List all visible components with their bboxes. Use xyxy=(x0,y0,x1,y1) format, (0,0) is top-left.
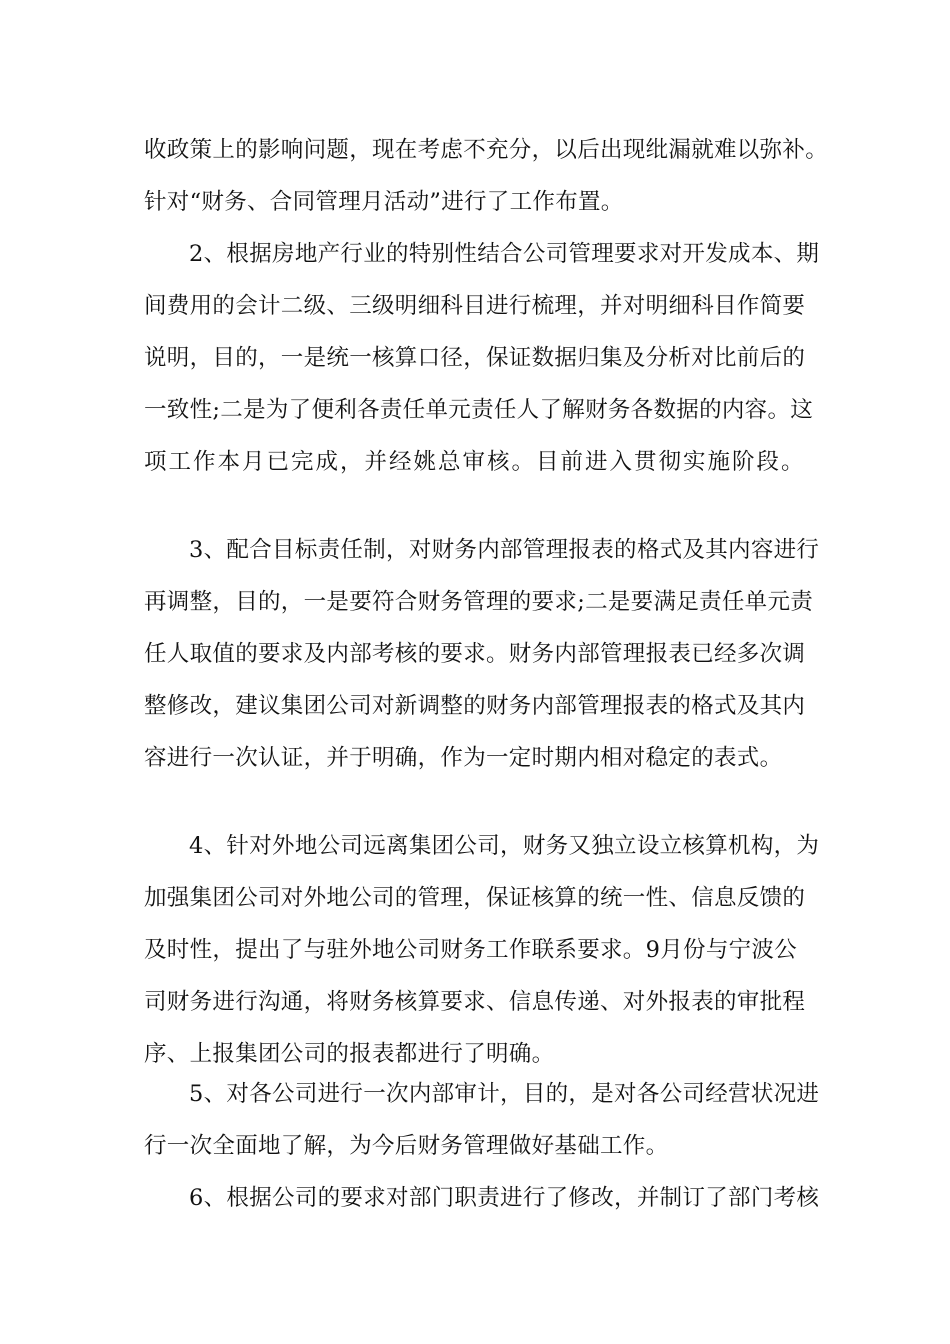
text-line: 3、配合目标责任制，对财务内部管理报表的格式及其内容进行 xyxy=(189,537,820,563)
paragraph-2 xyxy=(144,228,820,488)
text-line: 序、上报集团公司的报表都进行了明确。 xyxy=(144,1041,555,1067)
text-line: 容进行一次认证，并于明确，作为一定时期内相对稳定的表式。 xyxy=(144,745,783,771)
paragraph-1 xyxy=(144,124,829,228)
text-line: 加强集团公司对外地公司的管理，保证核算的统一性、信息反馈的 xyxy=(144,885,806,911)
text-line: 行一次全面地了解，为今后财务管理做好基础工作。 xyxy=(144,1133,669,1159)
paragraph-3 xyxy=(144,524,820,784)
text-line: 间费用的会计二级、三级明细科目进行梳理，并对明细科目作简要 xyxy=(144,293,806,319)
text-line: 5、对各公司进行一次内部审计，目的，是对各公司经营状况进 xyxy=(189,1081,820,1107)
paragraph-5 xyxy=(144,1068,820,1172)
text-line: 收政策上的影响问题，现在考虑不充分，以后出现纰漏就难以弥补。 xyxy=(144,137,829,163)
text-line: 6、根据公司的要求对部门职责进行了修改，并制订了部门考核 xyxy=(189,1185,820,1211)
paragraph-4 xyxy=(144,820,820,1080)
text-line: 2、根据房地产行业的特别性结合公司管理要求对开发成本、期 xyxy=(189,241,820,267)
text-line: 及时性，提出了与驻外地公司财务工作联系要求。9月份与宁波公 xyxy=(144,937,798,963)
text-line: 说明，目的，一是统一核算口径，保证数据归集及分析对比前后的 xyxy=(144,345,806,371)
text-line: 整修改，建议集团公司对新调整的财务内部管理报表的格式及其内 xyxy=(144,693,806,719)
paragraph-6 xyxy=(144,1172,820,1224)
text-line: 任人取值的要求及内部考核的要求。财务内部管理报表已经多次调 xyxy=(144,641,806,667)
text-line: 一致性;二是为了便利各责任单元责任人了解财务各数据的内容。这 xyxy=(144,397,814,423)
text-line: 针对“财务、合同管理月活动”进行了工作布置。 xyxy=(144,189,624,215)
text-line: 再调整，目的，一是要符合财务管理的要求;二是要满足责任单元责 xyxy=(144,589,814,615)
text-line: 项工作本月已完成，并经姚总审核。目前进入贯彻实施阶段。 xyxy=(144,449,806,475)
text-line: 司财务进行沟通，将财务核算要求、信息传递、对外报表的审批程 xyxy=(144,989,806,1015)
text-line: 4、针对外地公司远离集团公司，财务又独立设立核算机构，为 xyxy=(189,833,820,859)
